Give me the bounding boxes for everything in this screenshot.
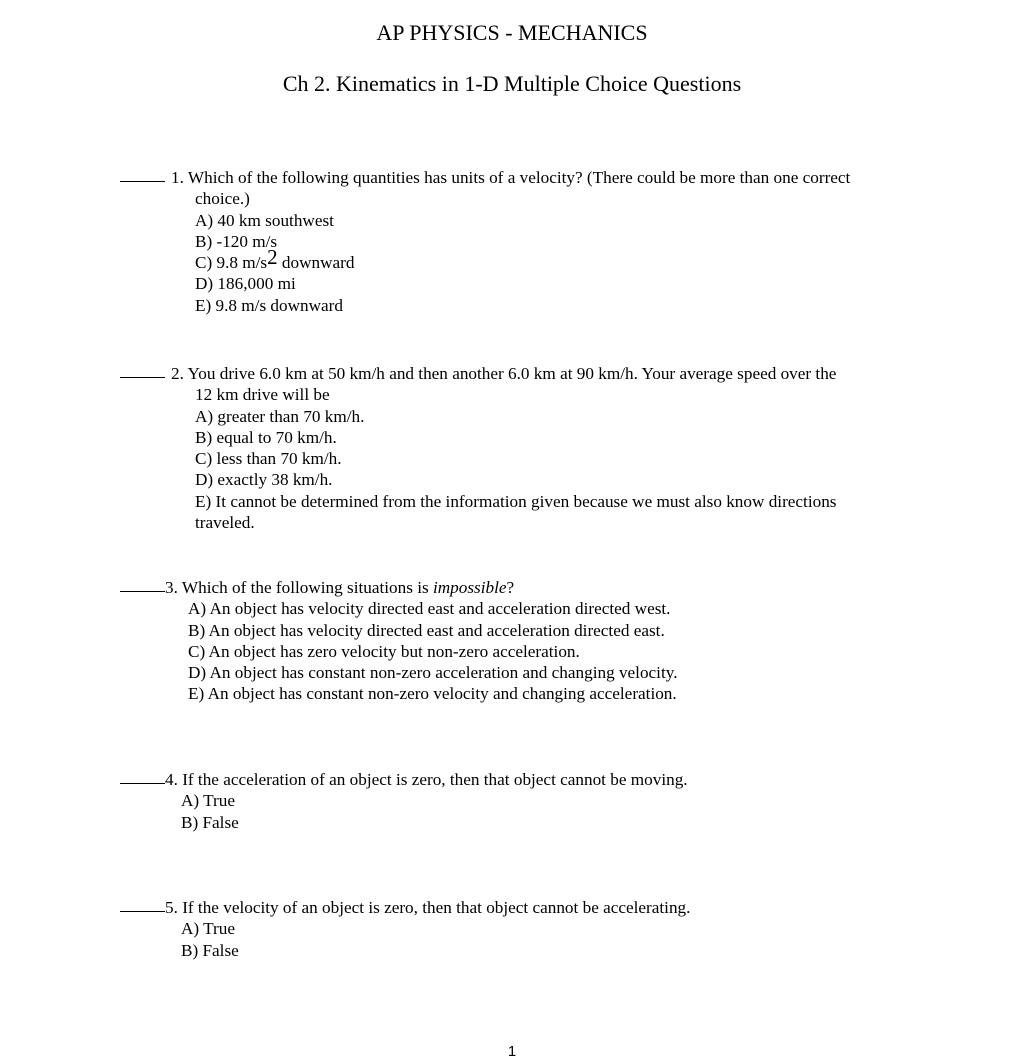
question-2-stem-row: [120, 363, 1000, 384]
option-c-text: C) 9.8 m/s: [195, 253, 268, 273]
question-3-options: [120, 598, 1000, 704]
option-b: B) An object has velocity directed east and acceleration directed east.: [188, 620, 665, 640]
answer-blank[interactable]: [120, 897, 165, 912]
option-b: B) False: [181, 812, 239, 832]
option-a: A) 40 km southwest: [195, 210, 334, 230]
answer-blank[interactable]: [120, 363, 165, 378]
question-1: [120, 167, 1000, 316]
option-e-cont: traveled.: [195, 513, 255, 533]
option-c-superscript: 2: [267, 245, 278, 270]
question-1-stem: 1. Which of the following quantities has units of a velocity? (There could be more than one correct: [171, 168, 851, 187]
option-a: A) True: [181, 919, 235, 939]
page-title: AP PHYSICS - MECHANICS: [376, 20, 648, 45]
question-1-stem-cont: choice.): [195, 189, 250, 209]
question-1-options: [120, 210, 1000, 316]
option-e: E) It cannot be determined from the information given because we must also know directions: [195, 491, 837, 511]
option-d: D) exactly 38 km/h.: [195, 470, 333, 490]
option-b: B) False: [181, 940, 239, 960]
question-2-stem-cont: 12 km drive will be: [195, 385, 330, 405]
question-3-stem: [120, 578, 514, 597]
option-a: A) greater than 70 km/h.: [195, 406, 365, 426]
option-c-suffix: downward: [277, 253, 355, 273]
option-c: [195, 245, 1000, 273]
question-4-stem: 4. If the acceleration of an object is zero, then that object cannot be moving.: [165, 770, 688, 789]
question-3-stem-row: [120, 577, 1000, 598]
question-5: [120, 897, 1000, 961]
option-b: B) -120 m/s: [195, 231, 278, 251]
page-subtitle: Ch 2. Kinematics in 1-D Multiple Choice Questions: [282, 71, 742, 96]
answer-blank[interactable]: [120, 769, 165, 784]
page-number: 1: [507, 1043, 517, 1060]
option-e: E) 9.8 m/s downward: [195, 295, 343, 315]
question-5-stem-row: [120, 897, 1000, 918]
question-2: [120, 363, 1000, 533]
question-2-stem: 2. You drive 6.0 km at 50 km/h and then another 6.0 km at 90 km/h. Your average speed over the: [171, 364, 837, 383]
question-3-stem-suffix: ?: [506, 578, 515, 597]
question-5-stem: 5. If the velocity of an object is zero, then that object cannot be accelerating.: [165, 898, 691, 917]
answer-blank[interactable]: [120, 167, 165, 182]
question-3-stem-prefix: 3. Which of the following situations is: [165, 578, 433, 597]
option-e: E) An object has constant non-zero velocity and changing acceleration.: [188, 684, 677, 704]
question-4-stem-row: [120, 769, 1000, 790]
option-c: C) less than 70 km/h.: [195, 449, 342, 469]
question-1-stem-row: [120, 167, 1000, 188]
option-a: A) True: [181, 791, 235, 811]
question-4-options: [120, 790, 1000, 833]
question-5-options: [120, 918, 1000, 961]
question-4: [120, 769, 1000, 833]
answer-blank[interactable]: [120, 577, 165, 592]
option-a: A) An object has velocity directed east and acceleration directed west.: [188, 599, 671, 619]
question-3: [120, 577, 1000, 705]
question-2-options: [120, 406, 1000, 534]
option-d: D) 186,000 mi: [195, 274, 296, 294]
option-d: D) An object has constant non-zero acceleration and changing velocity.: [188, 663, 678, 683]
option-b: B) equal to 70 km/h.: [195, 427, 337, 447]
option-c: C) An object has zero velocity but non-zero acceleration.: [188, 641, 580, 661]
question-3-stem-emphasis: impossible: [432, 578, 507, 597]
